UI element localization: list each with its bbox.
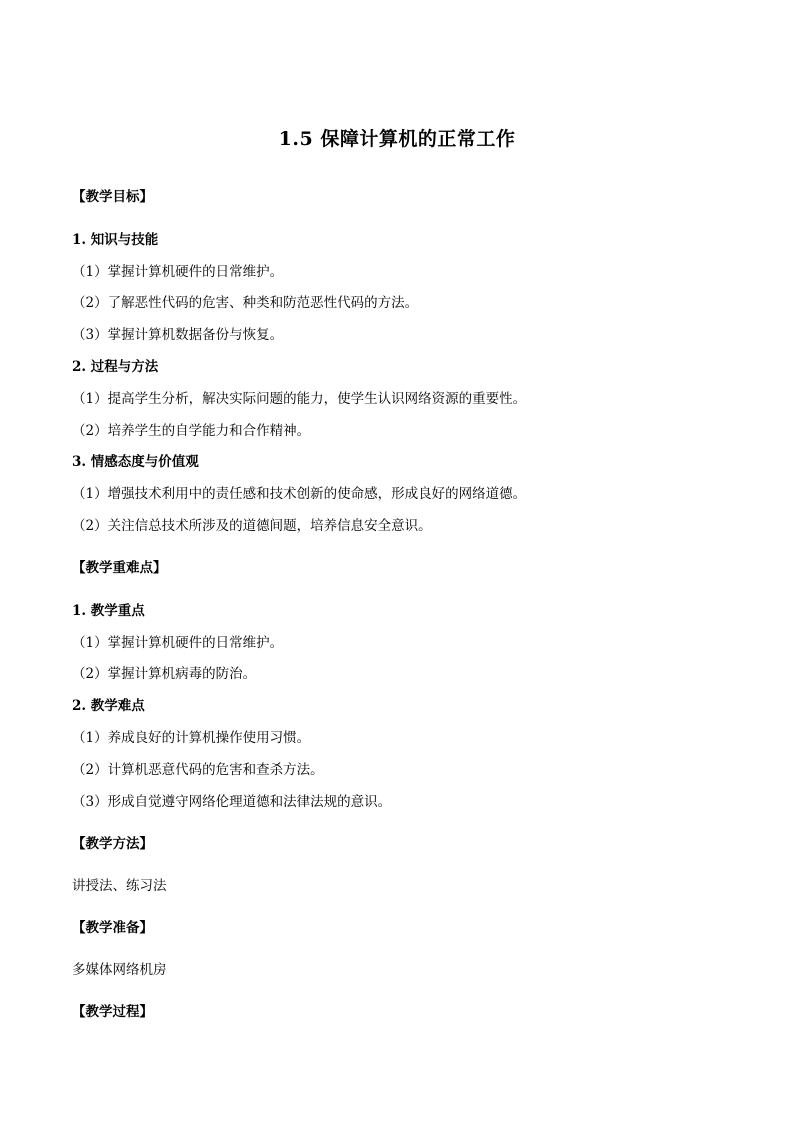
subheading-process-method: 2. 过程与方法 — [72, 359, 159, 375]
subheading-attitude-values: 3. 情感态度与价值观 — [72, 454, 199, 470]
list-item: （1）增强技术利用中的责任感和技术创新的使命感，形成良好的网络道德。 — [72, 486, 527, 502]
section-heading-method: 【教学方法】 — [72, 836, 153, 852]
list-item: （2）了解恶性代码的危害、种类和防范恶性代码的方法。 — [72, 295, 419, 311]
subheading-difficult-point: 2. 教学难点 — [72, 698, 145, 714]
list-item: （3）掌握计算机数据备份与恢复。 — [72, 327, 284, 343]
page-title: 1.5 保障计算机的正常工作 — [278, 128, 516, 150]
list-item: （1）掌握计算机硬件的日常维护。 — [72, 635, 284, 651]
list-item: （2）掌握计算机病毒的防治。 — [72, 666, 257, 682]
list-item: （1）掌握计算机硬件的日常维护。 — [72, 264, 284, 280]
list-item: （2）关注信总技术所涉及的道德间题，培养信息安全意识。 — [72, 518, 432, 534]
section-heading-process: 【教学过程】 — [72, 1004, 153, 1020]
list-item: （3）形成自觉遵守网络伦理道德和法律法规的意识。 — [72, 794, 392, 810]
method-text: 讲授法、练习法 — [72, 878, 167, 894]
list-item: （2）计算机恶意代码的危害和查杀方法。 — [72, 762, 324, 778]
list-item: （1）养成良好的计算机操作使用习惯。 — [72, 730, 311, 746]
preparation-text: 多媒体网络机房 — [72, 962, 167, 978]
section-heading-key-points: 【教学重难点】 — [72, 560, 167, 576]
section-heading-preparation: 【教学准备】 — [72, 920, 153, 936]
subheading-key-point: 1. 教学重点 — [72, 603, 145, 619]
list-item: （2）培养学生的自学能力和合作精神。 — [72, 423, 311, 439]
section-heading-goals: 【教学目标】 — [72, 189, 153, 205]
subheading-knowledge-skills: 1. 知识与技能 — [72, 232, 159, 248]
list-item: （1）提高学生分析，解决实际问题的能力，使学生认识网络资源的重要性。 — [72, 391, 527, 407]
